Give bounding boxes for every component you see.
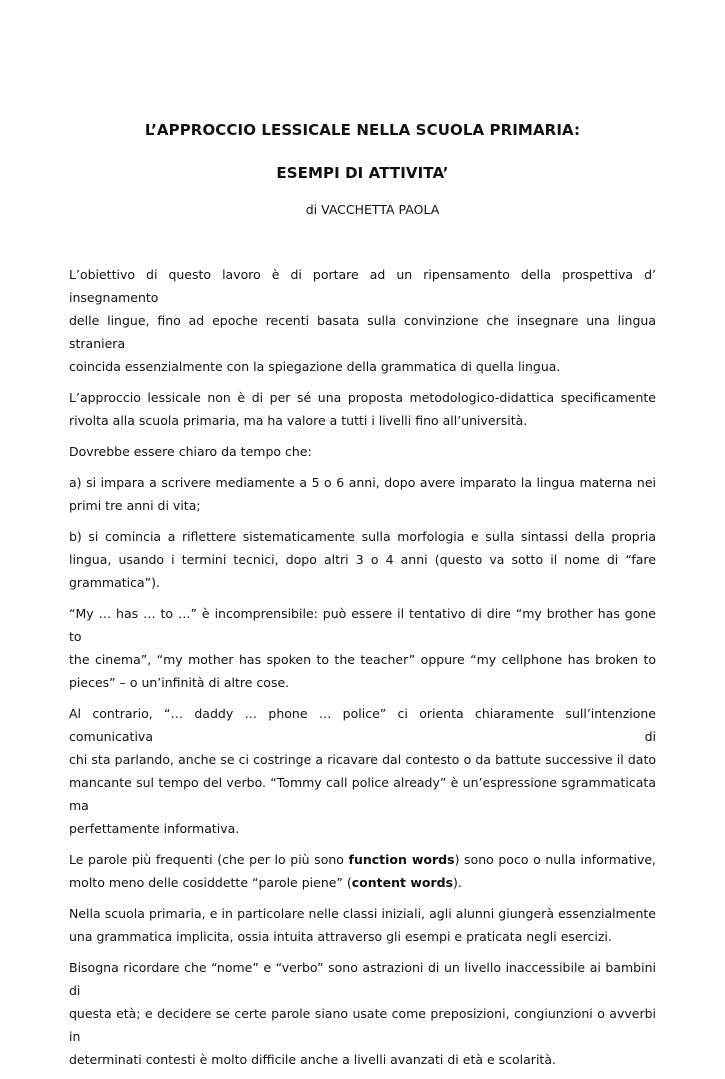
paragraph-line (69, 848, 656, 871)
paragraph-abstractions (69, 956, 656, 1071)
paragraph-line: lingua, usando i termini tecnici, dopo altri 3 o 4 anni (questo va sotto il nome di “fare (69, 552, 656, 567)
paragraph-my-has-to (69, 602, 656, 694)
paragraph-primary-school (69, 902, 656, 948)
paragraph-line: chi sta parlando, anche se ci costringe a ricavare dal contesto o da battute successive il dato (69, 752, 656, 767)
paragraph-line: a) si impara a scrivere mediamente a 5 o 6 anni, dopo avere imparato la lingua materna nei (69, 475, 656, 490)
paragraph-line (69, 871, 656, 894)
list-item-a (69, 471, 656, 517)
paragraph-line: mancante sul tempo del verbo. “Tommy call police already” è un’espressione sgrammaticata ma (69, 775, 656, 813)
paragraph-line: una grammatica implicita, ossia intuita attraverso gli esempi e praticata negli esercizi. (69, 929, 612, 944)
paragraph-line: questa età; e decidere se certe parole siano usate come preposizioni, congiunzioni o avverbi in (69, 1006, 656, 1044)
paragraph-intro-list (69, 440, 656, 463)
paragraph-line: delle lingue, fino ad epoche recenti basata sulla convinzione che insegnare una lingua straniera (69, 313, 656, 351)
paragraph-line: coincida essenzialmente con la spiegazione della grammatica di quella lingua. (69, 359, 561, 374)
text-run: Le parole più frequenti (che per lo più sono (69, 852, 349, 867)
text-run: ). (453, 875, 462, 890)
paragraph-line: Al contrario, “… daddy … phone … police” ci orienta chiaramente sull’intenzione comunicativa di (69, 706, 656, 744)
paragraph-line: the cinema”, “my mother has spoken to the teacher” oppure “my cellphone has broken to (69, 652, 656, 667)
bold-term-function-words: function words (348, 852, 455, 867)
document-author: di VACCHETTA PAOLA (305, 202, 440, 217)
paragraph-line: pieces” – o un’infinità di altre cose. (69, 675, 290, 690)
paragraph-frequent-words (69, 848, 656, 894)
paragraph-line: primi tre anni di vita; (69, 498, 201, 513)
paragraph-line: grammatica”). (69, 575, 160, 590)
paragraph-objective (69, 263, 656, 378)
paragraph-line: “My … has … to …” è incomprensibile: può essere il tentativo di dire “my brother has gone to (69, 606, 656, 644)
text-run: ) sono poco o nulla informative, (454, 852, 657, 867)
document-subtitle: ESEMPI DI ATTIVITA’ (276, 164, 449, 182)
paragraph-line: L’obiettivo di questo lavoro è di portare ad un ripensamento della prospettiva d’ insegnamento (69, 267, 656, 305)
document-title: L’APPROCCIO LESSICALE NELLA SCUOLA PRIMARIA: (144, 121, 581, 139)
paragraph-line: Dovrebbe essere chiaro da tempo che: (69, 444, 312, 459)
paragraph-line: perfettamente informativa. (69, 821, 240, 836)
paragraph-line: L’approccio lessicale non è di per sé una proposta metodologico-didattica specificamente (69, 390, 656, 405)
text-run: molto meno delle cosiddette “parole piene” ( (69, 875, 352, 890)
paragraph-line: Nella scuola primaria, e in particolare nelle classi iniziali, agli alunni giungerà essenzialmente (69, 906, 656, 921)
bold-term-content-words: content words (351, 875, 454, 890)
paragraph-line: b) si comincia a riflettere sistematicamente sulla morfologia e sulla sintassi della propria (69, 529, 656, 544)
paragraph-line: Bisogna ricordare che “nome” e “verbo” sono astrazioni di un livello inaccessibile ai bambini di (69, 960, 656, 998)
paragraph-al-contrario (69, 702, 656, 840)
document-body (69, 263, 656, 1079)
paragraph-line: determinati contesti è molto difficile anche a livelli avanzati di età e scolarità. (69, 1052, 556, 1067)
list-item-b (69, 525, 656, 594)
paragraph-lexical-approach (69, 386, 656, 432)
paragraph-line: rivolta alla scuola primaria, ma ha valore a tutti i livelli fino all’università. (69, 413, 528, 428)
